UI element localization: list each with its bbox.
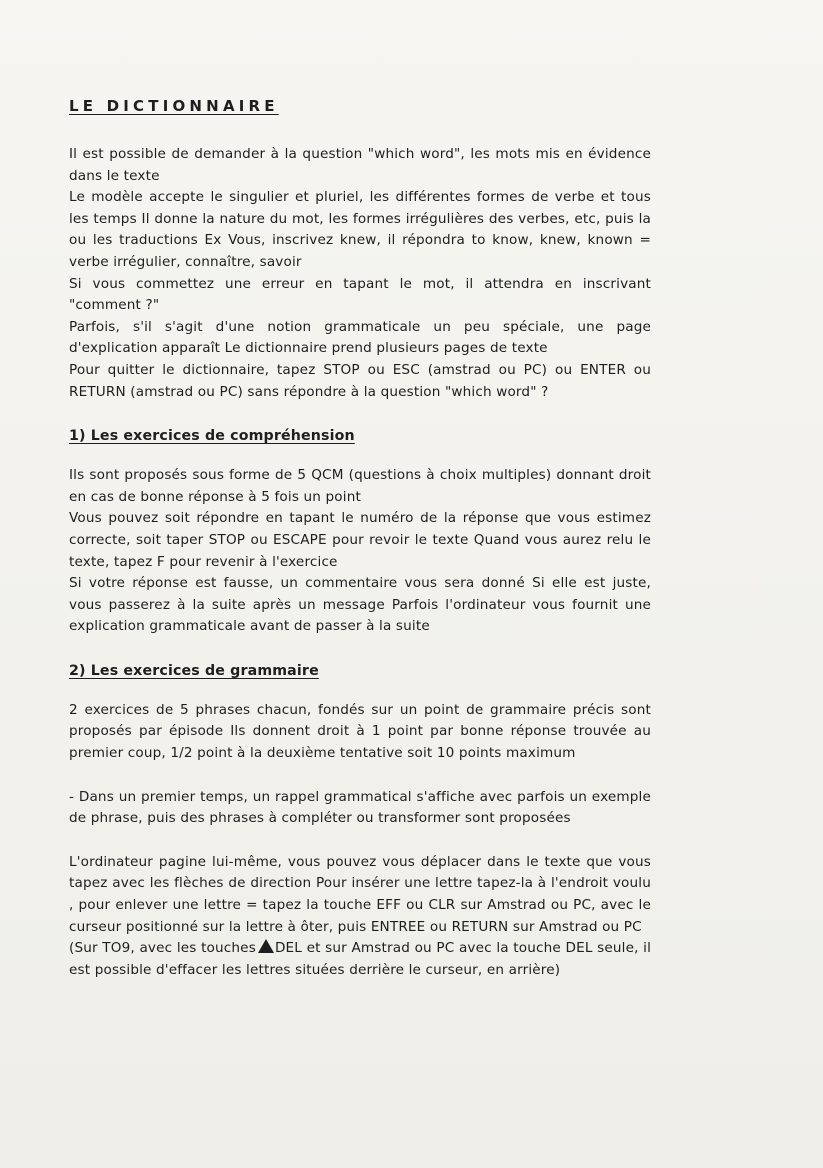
section-heading-comprehension: 1) Les exercices de compréhension	[69, 428, 355, 445]
comprehension-section	[69, 425, 651, 638]
grammar-paragraph-3: L'ordinateur pagine lui-même, vous pouvez vous déplacer dans le texte que vous tapez avec les flèches de direction Pour insérer une lettre tapez-la à l'endroit voulu , pour enlever une lettre = tapez la touche EFF ou CLR sur Amstrad ou PC, avec le curseur positionné sur la lettre à ôter, puis ENTREE ou RETURN sur Amstrad ou PC	[69, 853, 651, 935]
spacer	[69, 638, 651, 660]
spacer	[69, 765, 651, 787]
section-heading-grammar: 2) Les exercices de grammaire	[69, 662, 319, 679]
intro-paragraph-1: Il est possible de demander à la question "which word", les mots mis en évidence dans le texte	[69, 146, 651, 184]
document-body	[69, 96, 651, 981]
intro-paragraph-2: Le modèle accepte le singulier et pluriel, les différentes formes de verbe et tous les temps Il donne la nature du mot, les formes irrégulières des verbes, etc, puis la ou les traductions Ex Vous, inscrivez knew, il répondra to know, knew, known = verbe irrégulier, connaître, savoir	[69, 189, 651, 270]
comprehension-paragraph-2: Vous pouvez soit répondre en tapant le numéro de la réponse que vous estimez correcte, soit taper STOP ou ESCAPE pour revoir le texte Quand vous aurez relu le texte, tapez F pour revenir à l'exercice	[69, 510, 651, 570]
intro-paragraph-4: Parfois, s'il s'agit d'une notion grammaticale un peu spéciale, une page d'explication apparaît Le dictionnaire prend plusieurs pages de texte	[69, 318, 651, 357]
grammar-section	[69, 660, 651, 982]
grammar-paragraph-2: - Dans un premier temps, un rappel grammatical s'affiche avec parfois un exemple de phrase, puis des phrases à compléter ou transformer sont proposées	[69, 788, 651, 827]
grammar-paragraph-4	[69, 938, 651, 981]
page-title: LE DICTIONNAIRE	[69, 97, 279, 115]
up-triangle-icon	[258, 939, 274, 953]
intro-paragraph-5: Pour quitter le dictionnaire, tapez STOP ou ESC (amstrad ou PC) ou ENTER ou RETURN (amstrad ou PC) sans répondre à la question "which word" ?	[69, 361, 651, 400]
intro-section	[69, 144, 651, 403]
grammar-paragraph-4-start: (Sur TO9, avec les touches	[69, 940, 256, 957]
spacer	[69, 830, 651, 852]
grammar-paragraph-4-end: DEL et sur Amstrad ou PC avec la touche DEL seule, il est possible d'effacer les lettres situées derrière le curseur, en arrière)	[69, 940, 651, 978]
comprehension-paragraph-3: Si votre réponse est fausse, un commentaire vous sera donné Si elle est juste, vous passerez à la suite après un message Parfois l'ordinateur vous fournit une explication grammaticale avant de passer à la suite	[69, 575, 651, 635]
grammar-paragraph-1: 2 exercices de 5 phrases chacun, fondés sur un point de grammaire précis sont proposés par épisode Ils donnent droit à 1 point par bonne réponse trouvée au premier coup, 1/2 point à la deuxième tentative soit 10 points maximum	[69, 701, 651, 762]
intro-paragraph-3: Si vous commettez une erreur en tapant le mot, il attendra en inscrivant "comment ?"	[69, 275, 651, 314]
spacer	[69, 403, 651, 425]
comprehension-paragraph-1: Ils sont proposés sous forme de 5 QCM (questions à choix multiples) donnant droit en cas de bonne réponse à 5 fois un point	[69, 467, 651, 505]
